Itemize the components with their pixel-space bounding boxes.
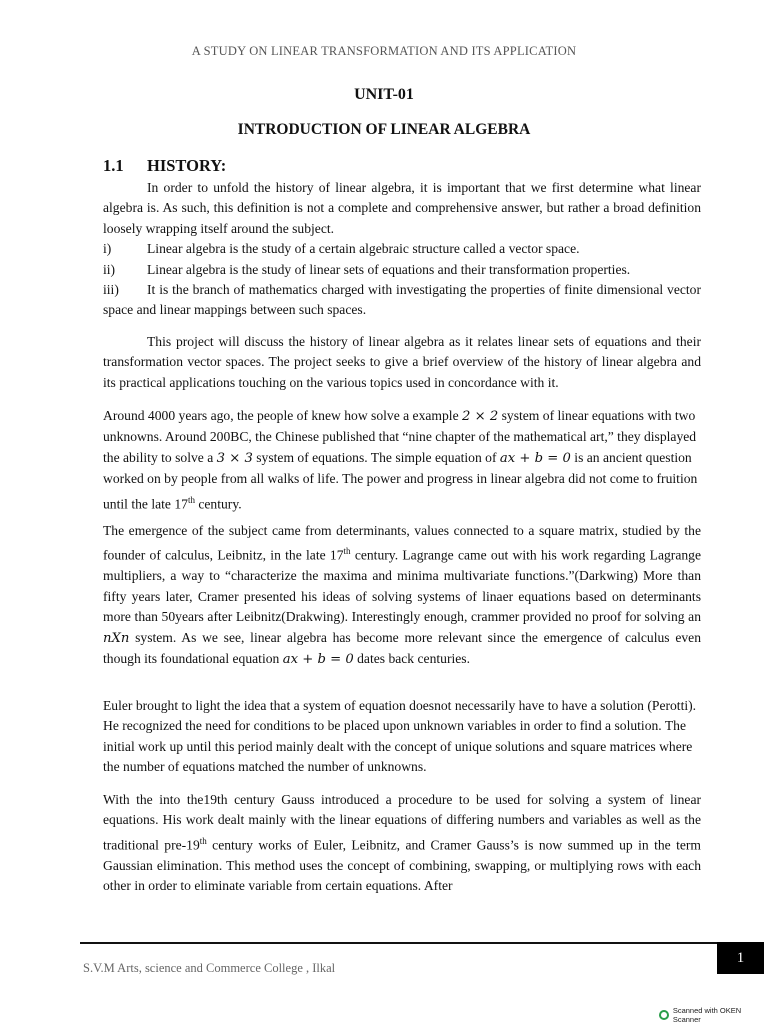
text-run: Around 4000 years ago, the people of knew how solve a example (103, 408, 462, 423)
definition-marker: iii) (103, 282, 119, 298)
definition-text: It is the branch of mathematics charged with investigating the properties of finite dimensional vector space and linear mappings between such spaces. (103, 282, 701, 318)
section-title: HISTORY: (147, 156, 227, 175)
section-number: 1.1 (103, 156, 124, 175)
scanner-badge-text: Scanned with OKEN Scanner (672, 1006, 742, 1024)
text-run: With the into the19th century Gauss introduced a procedure to be used for solving a system of linear equations. His work dealt mainly with the linear equations of differing numbers and variables as well as the traditional pre-19 (103, 792, 701, 853)
history-intro-block (103, 178, 701, 321)
chapter-title: INTRODUCTION OF LINEAR ALGEBRA (237, 121, 531, 138)
math-expression: 3 × 3 (216, 450, 253, 466)
text-run: system of equations. The simple equation of (252, 449, 500, 465)
definition-item (103, 260, 701, 280)
math-expression: ax + b = 0 (499, 450, 571, 466)
math-expression: 2 × 2 (462, 409, 499, 424)
scanner-logo-icon (659, 1010, 669, 1020)
euler-paragraph-block (103, 696, 701, 778)
math-expression: nXn (103, 630, 130, 646)
intro-paragraph: In order to unfold the history of linear algebra, it is important that we first determine what linear algebra is. As such, this definition is not a complete and comprehensive answer, but rather a broad definition loosely wrapping itself around the subject. (103, 180, 701, 236)
definition-text: Linear algebra is the study of a certain algebraic structure called a vector space. (147, 241, 580, 257)
superscript: th (343, 546, 351, 557)
text-run: dates back centuries. (353, 650, 470, 666)
paragraph-text (103, 406, 701, 515)
paragraph-text (103, 521, 701, 670)
paragraph-text (103, 790, 701, 897)
definition-marker: ii) (103, 261, 116, 277)
superscript: th (199, 835, 207, 846)
definition-marker: i) (103, 241, 112, 257)
scanner-badge (659, 1006, 768, 1024)
running-header: A STUDY ON LINEAR TRANSFORMATION AND ITS APPLICATION (191, 44, 577, 58)
text-run: is an ancient question worked on by people from all walks of life. The power and progress in linear algebra did not come to fruition until the late 17 (103, 449, 698, 512)
page-number: 1 (717, 942, 764, 974)
emergence-paragraph (103, 521, 701, 670)
text-run: century. Lagrange came out with his work regarding Lagrange multipliers, a way to “characterize the maxima and minima multivariate functions.”(Darkwing) More than fifty years later, Cramer presented his ideas of solving systems of linaer equations based on determinants more than 50years after Leibnitz(Drakwing). Interestingly enough, crammer provided no proof for solving an (103, 547, 702, 625)
text-run: system. As we see, linear algebra has become more relevant since the emergence of calculus even though its foundational equation (103, 629, 701, 666)
history-4000-paragraph (103, 406, 701, 515)
text-run: system of linear equations with two unknowns. Around 200BC, the Chinese published that “nine chapter of the mathematical art,” they displayed the ability to solve a (103, 408, 697, 465)
footer-college: S.V.M Arts, science and Commerce College , Ilkal (83, 961, 336, 975)
text-run: century works of Euler, Leibnitz, and Cramer Gauss’s is now summed up in the term Gaussian elimination. This method uses the concept of combining, swapping, or multiplying rows with each other in order to eliminate variable from certain equations. After (103, 837, 701, 894)
unit-title: UNIT-01 (354, 86, 414, 103)
definition-item-3 (103, 280, 701, 321)
euler-paragraph: Euler brought to light the idea that a system of equation doesnot necessarily have to have a solution (Perotti). He recognized the need for conditions to be placed upon unknown variables in order to find a solution. The initial work up until this period mainly dealt with the concept of unique solutions and square matrices where the number of equations matched the number of unknowns. (103, 698, 697, 775)
gauss-paragraph (103, 790, 701, 897)
definition-item (103, 239, 701, 259)
project-paragraph: This project will discuss the history of linear algebra as it relates linear sets of equations and their transformation vector spaces. The project seeks to give a brief overview of the history of linear algebra and its practical applications touching on the various topics used in concordance with it. (103, 334, 701, 390)
definition-text: Linear algebra is the study of linear sets of equations and their transformation properties. (147, 261, 631, 277)
math-expression: ax + b = 0 (282, 651, 354, 667)
section-heading (103, 156, 226, 176)
text-run: century. (194, 496, 242, 512)
superscript: th (187, 494, 195, 505)
text-run: The emergence of the subject came from determinants, values connected to a square matrix, studied by the founder of calculus, Leibnitz, in the late 17 (103, 523, 701, 563)
project-paragraph-block (103, 332, 701, 393)
footer-divider (80, 942, 720, 944)
